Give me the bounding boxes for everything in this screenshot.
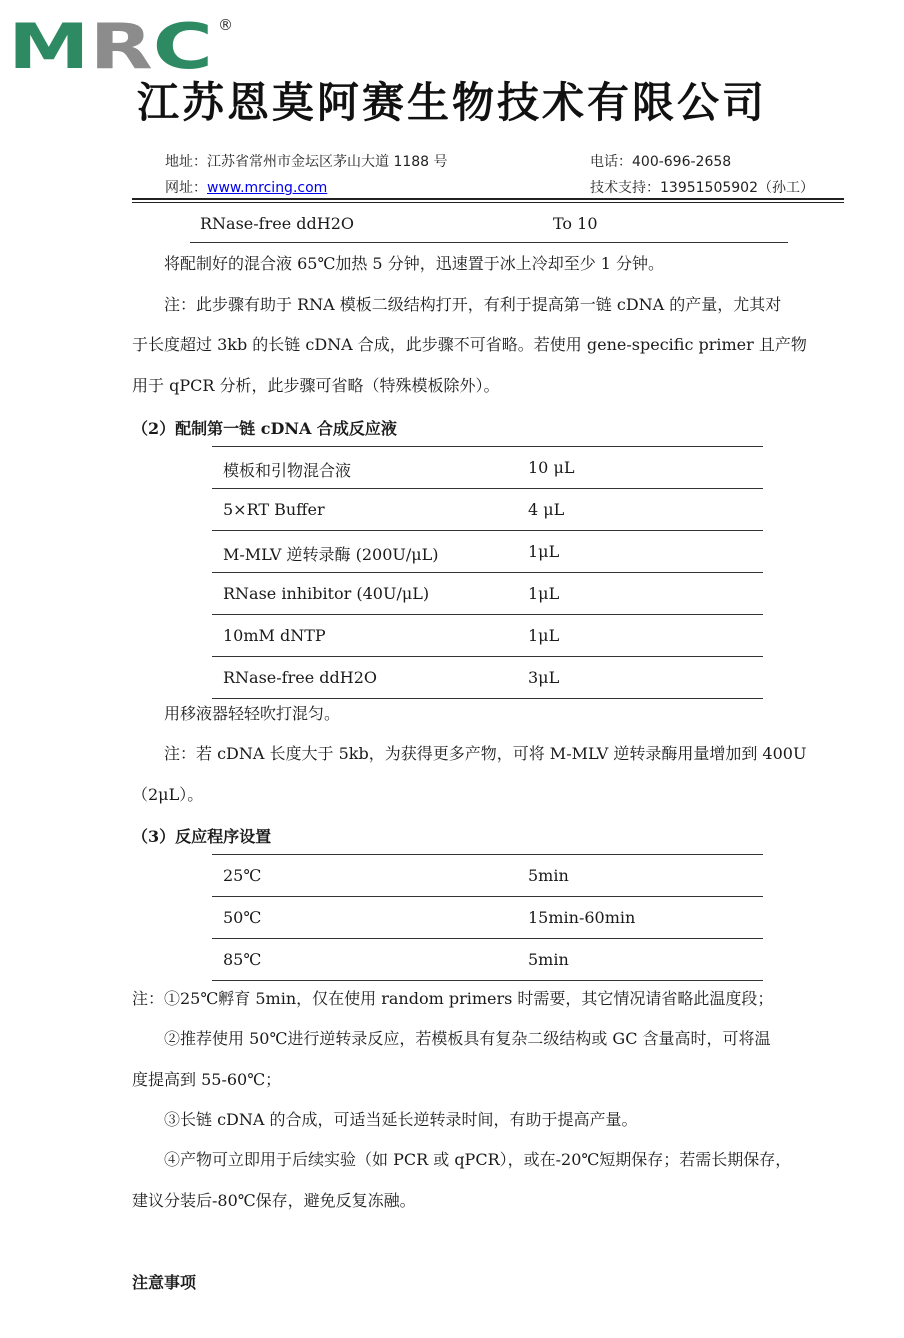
paragraph-mix: 用移液器轻轻吹打混匀。 xyxy=(164,704,341,723)
logo-letter: R xyxy=(89,14,138,76)
table-row xyxy=(212,615,763,657)
address-label: 地址： xyxy=(165,154,207,170)
cell-temp: 50℃ xyxy=(223,908,262,927)
reaction-table xyxy=(212,446,763,699)
support-value: 13951505902（孙工） xyxy=(660,180,814,196)
support-line xyxy=(590,177,814,197)
section-heading-reaction: （2）配制第一链 cDNA 合成反应液 xyxy=(132,419,397,438)
table-row xyxy=(212,446,763,489)
table-row xyxy=(212,854,763,897)
table-row xyxy=(212,573,763,615)
section-heading-precautions: 注意事项 xyxy=(132,1273,197,1292)
header-rule-thick xyxy=(132,198,844,200)
note-line: （2μL）。 xyxy=(132,785,204,804)
note-line: ②推荐使用 50℃进行逆转录反应，若模板具有复杂二级结构或 GC 含量高时，可将温 xyxy=(164,1029,771,1048)
cell-value: 3μL xyxy=(528,668,560,687)
address-value: 江苏省常州市金坛区茅山大道 1188 号 xyxy=(207,154,448,170)
logo-letter: M xyxy=(8,14,70,76)
note-line: 建议分装后-80℃保存，避免反复冻融。 xyxy=(132,1191,416,1210)
note-line: 注：若 cDNA 长度大于 5kb，为获得更多产物，可将 M-MLV 逆转录酶用量增加到 400U xyxy=(164,744,807,763)
cell-value: To 10 xyxy=(553,214,598,233)
cell-temp: 25℃ xyxy=(223,866,262,885)
mrc-logo xyxy=(8,14,238,76)
cell-item: RNase-free ddH2O xyxy=(223,668,377,687)
company-name: 江苏恩莫阿赛生物技术有限公司 xyxy=(136,78,767,127)
table-row xyxy=(212,897,763,939)
phone-line xyxy=(590,151,731,171)
cell-item: 模板和引物混合液 xyxy=(223,461,352,480)
table-row xyxy=(212,531,763,573)
paragraph-heat: 将配制好的混合液 65℃加热 5 分钟，迅速置于冰上冷却至少 1 分钟。 xyxy=(164,254,665,273)
continued-table-row xyxy=(190,203,788,243)
cell-time: 5min xyxy=(528,950,569,969)
cell-temp: 85℃ xyxy=(223,950,262,969)
cell-value: 1μL xyxy=(528,542,560,561)
table-row xyxy=(212,939,763,981)
registered-mark: ® xyxy=(218,16,233,34)
address-line xyxy=(165,151,448,171)
note-line: ③长链 cDNA 的合成，可适当延长逆转录时间，有助于提高产量。 xyxy=(164,1110,638,1129)
cell-item: RNase-free ddH2O xyxy=(200,214,354,233)
cell-value: 1μL xyxy=(528,626,560,645)
note-line: 度提高到 55-60℃； xyxy=(132,1070,282,1089)
note-line: 注：①25℃孵育 5min，仅在使用 random primers 时需要，其它情况请省略此温度段； xyxy=(132,989,774,1008)
support-label: 技术支持： xyxy=(590,180,660,196)
table-row xyxy=(212,489,763,531)
program-table xyxy=(212,854,763,981)
cell-value: 1μL xyxy=(528,584,560,603)
phone-value: 400-696-2658 xyxy=(632,154,732,170)
website-label: 网址： xyxy=(165,180,207,196)
logo-text xyxy=(8,14,213,76)
table-row xyxy=(212,657,763,699)
phone-label: 电话： xyxy=(590,154,632,170)
cell-item: 5×RT Buffer xyxy=(223,500,325,519)
note-line: 注：此步骤有助于 RNA 模板二级结构打开，有利于提高第一链 cDNA 的产量，尤其对 xyxy=(164,295,782,314)
cell-time: 5min xyxy=(528,866,569,885)
cell-item: RNase inhibitor (40U/μL) xyxy=(223,584,430,603)
cell-time: 15min-60min xyxy=(528,908,636,927)
website-link[interactable]: www.mrcing.com xyxy=(207,180,328,196)
cell-item: M-MLV 逆转录酶 (200U/μL) xyxy=(223,545,439,564)
section-heading-program: （3）反应程序设置 xyxy=(132,827,272,846)
cell-item: 10mM dNTP xyxy=(223,626,326,645)
cell-value: 10 μL xyxy=(528,458,575,477)
logo-letter: C xyxy=(152,14,199,76)
cell-value: 4 μL xyxy=(528,500,565,519)
note-line: 于长度超过 3kb 的长链 cDNA 合成，此步骤不可省略。若使用 gene-specific primer 且产物 xyxy=(132,335,807,354)
website-line xyxy=(165,177,327,197)
note-line: 用于 qPCR 分析，此步骤可省略（特殊模板除外）。 xyxy=(132,376,500,395)
note-line: ④产物可立即用于后续实验（如 PCR 或 qPCR），或在-20℃短期保存；若需长期保存， xyxy=(164,1150,792,1169)
